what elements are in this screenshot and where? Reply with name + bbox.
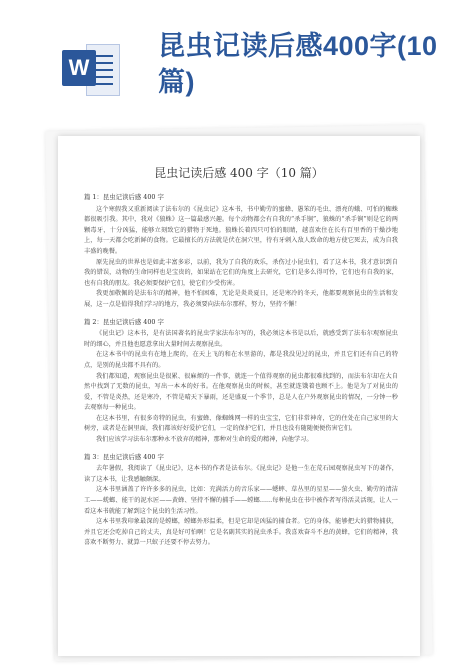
word-badge: W <box>62 50 96 86</box>
paragraph: 在这本书里，有很多奇特的昆虫，有蜜蜂、像蜘蛛网一样的虫宝宝，它们非常神奇，它的住处在自己家里的大树旁，或者是在洞里面，我们都该好好爱护它们，一定的保护它们，并且也没有随随便便伤害它们。 <box>84 414 398 433</box>
paragraph: 这个寒假我又重新阅读了法布尔的《昆虫记》这本书，书中勤劳的蜜蜂、愚笨的毛虫、漂亮的蛾、可怕的蜘蛛都很吸引我。其中，我对《狼蛛》这一篇最感兴趣。每个动物都会有自我的“杀手锏”，狼蛛的“杀手锏”则是它的两颗毒牙，十分凶猛，能够立刻致它的猎物于死地。狼蛛长着四只可怕的眼睛，越喜欢住在长有百里香的干燥沙地上，每一天都会吃新鲜的食物。它最擅长的方法就是伏在洞穴里，待有牙刺入敌人致命的地方使它死去，成为自我丰盛的晚餐。 <box>84 205 398 255</box>
paragraph: 《昆虫记》这本书，是有法国著名的昆虫学家法布尔写的，我必须这本书是以后，就感受到了法布尔观察昆虫时的细心，并且他也愿意拿出大量时间去观察昆虫。 <box>84 330 398 348</box>
section-heading: 篇 2：昆虫记读后感 400 字 <box>84 317 164 326</box>
document-title: 昆虫记读后感 400 字（10 篇） <box>154 166 324 180</box>
section-heading: 篇 3：昆虫记读后感 400 字 <box>84 452 164 461</box>
document-body <box>84 186 398 549</box>
paragraph: 这本书里涵盖了许许多多的昆虫，比如：充满活力的音乐家——蟋蟀、草丛里的星星——萤火虫、勤劳的清洁工——蜣螂、能干的泥水匠——黄蜂、坚持不懈的捕手——螳螂……每种昆虫在书中被作者写得活灵活现，让人一看这本书就能了解到这个昆虫的生活习性。 <box>84 486 398 515</box>
section-heading: 篇 1：昆虫记读后感 400 字 <box>84 193 164 201</box>
header-banner <box>0 0 474 118</box>
paragraph: 我们应该学习法布尔那种永不放弃的精神，那种对生命的爱的精神，向他学习。 <box>96 436 313 444</box>
paragraph: 这本书里我印象最深的是螳螂，螳螂外形温柔，但是它却是凶猛的捕食者。它的身体，能够把大的猎物捕获，并且它还会吃掉自己的丈夫，真是好可怕啊！它是名副其实的昆虫杀手。我喜欢奋斗不息的黄蜂，它们的精神，我喜欢不断努力、就算一只蚁子还要不停去努力。 <box>84 518 398 547</box>
paragraph: 我们都知道，观察昆虫是很累、很麻烦的一件事，就连一个值得观察的昆虫都很难找到的，而法布尔却在大自然中找到了无数的昆虫，写出一本本的好书。在他观察昆虫的时候，甚至就连饿着也顾不上。他是为了对昆虫的爱，不管是炎热，还是寒冷，不管是晴天下暴雨，还是盛夏一个季节，总是人在户外观察昆虫的情况，一分钟一秒去观察每一种昆虫。 <box>84 372 398 412</box>
paragraph: 去年暑假，我阅读了《昆虫记》，这本书的作者是法布尔。《昆虫记》是他一生在荒石园观察昆虫写下的著作，读了这本书，让我感触颇深。 <box>84 465 398 483</box>
paragraph: 我更加敬佩的是法布尔的精神，他不怕困难，无论是炎炎夏日，还是寒冷的冬天，他都要观察昆虫的生活和发展，这一点是值得我们学习的地方，我必须要向法布尔那样，努力，坚持不懈！ <box>84 290 398 308</box>
page-title: 昆虫记读后感400字(10篇) <box>158 31 438 97</box>
word-document-icon <box>62 40 120 100</box>
paragraph: 原先昆虫的世界也是如此丰富多彩，以前，我为了自我的欢乐，杀伤过小昆虫们，看了这本书，我才意识到自我的错误，动物的生命同样也是宝贵的，如果站在它们的角度上去研究，它们是多么得可怜，它们也有自我的家，也有自我的朋友。我必须要保护它们，使它们少受伤害。 <box>84 258 398 287</box>
document-sheet <box>58 136 420 656</box>
paragraph: 在这本书中的昆虫有在地上爬的，在天上飞的和在水里游的，都是我没见过的昆虫，并且它们还有自己的特点，是别的昆虫都不具有的。 <box>84 351 398 369</box>
